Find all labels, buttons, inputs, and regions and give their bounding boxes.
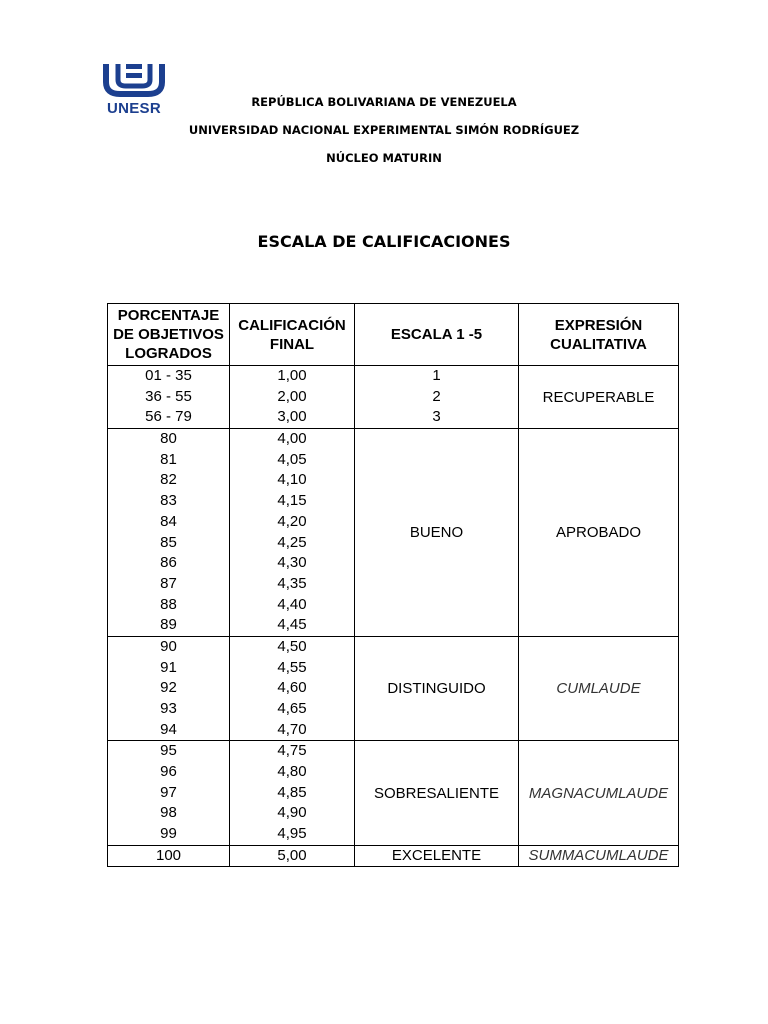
- final-grade-cell-value: 4,60: [277, 679, 307, 697]
- column-header-percentage: PORCENTAJE DE OBJETIVOS LOGRADOS: [108, 304, 230, 366]
- column-header-final-grade: CALIFICACIÓN FINAL: [230, 304, 355, 366]
- final-grade-cell-value: 4,20: [277, 512, 307, 530]
- percentage-cell-value: 97: [160, 783, 177, 801]
- percentage-cell-value: 86: [160, 554, 177, 572]
- scale-cell: BUENO: [355, 429, 519, 637]
- percentage-cell-value: 98: [160, 804, 177, 822]
- percentage-cell: [108, 636, 230, 740]
- unesr-logo: [96, 58, 172, 122]
- final-grade-cell-value: 4,75: [277, 742, 307, 760]
- final-grade-cell-value: 3,00: [277, 408, 307, 426]
- final-grade-cell: [230, 429, 355, 637]
- grading-scale-table: [107, 303, 679, 867]
- scale-cell: [355, 366, 519, 429]
- final-grade-cell: [230, 366, 355, 429]
- percentage-cell-value: 36 - 55: [145, 387, 192, 405]
- percentage-cell-value: 82: [160, 471, 177, 489]
- scale-cell: SOBRESALIENTE: [355, 741, 519, 845]
- final-grade-cell-value: 4,90: [277, 804, 307, 822]
- final-grade-cell-value: 4,50: [277, 637, 307, 655]
- percentage-cell-value: 01 - 35: [145, 367, 192, 384]
- percentage-cell-value: 95: [160, 742, 177, 760]
- column-header-scale: ESCALA 1 -5: [355, 304, 519, 366]
- percentage-cell: [108, 366, 230, 429]
- percentage-cell-value: 99: [160, 825, 177, 843]
- percentage-cell: 100: [108, 845, 230, 866]
- final-grade-cell-value: 2,00: [277, 387, 307, 405]
- percentage-cell: [108, 741, 230, 845]
- final-grade-cell-value: 4,05: [277, 450, 307, 468]
- percentage-cell-value: 90: [160, 637, 177, 655]
- scale-cell-value: 2: [432, 387, 441, 405]
- final-grade-cell: [230, 741, 355, 845]
- final-grade-cell-value: 4,55: [277, 658, 307, 676]
- header-campus: NÚCLEO MATURIN: [326, 151, 442, 165]
- scale-cell: EXCELENTE: [355, 845, 519, 866]
- percentage-cell-value: 87: [160, 574, 177, 592]
- percentage-cell-value: 85: [160, 533, 177, 551]
- final-grade-cell-value: 4,10: [277, 471, 307, 489]
- table-row: [108, 636, 679, 740]
- final-grade-cell-value: 4,25: [277, 533, 307, 551]
- scale-cell: DISTINGUIDO: [355, 636, 519, 740]
- percentage-cell-value: 96: [160, 763, 177, 781]
- qualitative-cell: APROBADO: [519, 429, 679, 637]
- scale-cell-value: 1: [432, 367, 441, 384]
- final-grade-cell-value: 4,45: [277, 616, 307, 634]
- percentage-cell-value: 81: [160, 450, 177, 468]
- final-grade-cell-value: 4,85: [277, 783, 307, 801]
- scale-cell-value: 3: [432, 408, 441, 426]
- final-grade-cell-value: 4,95: [277, 825, 307, 843]
- final-grade-cell-value: 4,40: [277, 595, 307, 613]
- header-university: UNIVERSIDAD NACIONAL EXPERIMENTAL SIMÓN RODRÍGUEZ: [188, 123, 580, 137]
- final-grade-cell-value: 1,00: [277, 367, 307, 384]
- table-header-row: [108, 304, 679, 366]
- percentage-cell-value: 94: [160, 720, 177, 738]
- final-grade-cell-value: 4,00: [277, 430, 307, 448]
- final-grade-cell-value: 4,35: [277, 574, 307, 592]
- qualitative-cell: CUMLAUDE: [519, 636, 679, 740]
- percentage-cell-value: 56 - 79: [145, 408, 192, 426]
- percentage-cell: [108, 429, 230, 637]
- table-row: [108, 845, 679, 866]
- column-header-qualitative: EXPRESIÓN CUALITATIVA: [519, 304, 679, 366]
- percentage-cell-value: 92: [160, 679, 177, 697]
- percentage-cell-value: 84: [160, 512, 177, 530]
- table-row: [108, 741, 679, 845]
- percentage-cell-value: 88: [160, 595, 177, 613]
- percentage-cell-value: 89: [160, 616, 177, 634]
- final-grade-cell-value: 4,30: [277, 554, 307, 572]
- percentage-cell-value: 83: [160, 492, 177, 510]
- final-grade-cell-value: 4,65: [277, 700, 307, 717]
- page-title: ESCALA DE CALIFICACIONES: [257, 232, 511, 251]
- table-row: [108, 366, 679, 429]
- final-grade-cell-value: 4,80: [277, 763, 307, 781]
- final-grade-cell: 5,00: [230, 845, 355, 866]
- table-row: [108, 429, 679, 637]
- qualitative-cell: MAGNACUMLAUDE: [519, 741, 679, 845]
- table-body: [108, 366, 679, 867]
- logo-text: UNESR: [106, 100, 161, 117]
- final-grade-cell-value: 4,70: [277, 720, 307, 738]
- final-grade-cell: [230, 636, 355, 740]
- header-country: REPÚBLICA BOLIVARIANA DE VENEZUELA: [251, 95, 517, 109]
- qualitative-cell: SUMMACUMLAUDE: [519, 845, 679, 866]
- qualitative-cell: RECUPERABLE: [519, 366, 679, 429]
- percentage-cell-value: 80: [160, 430, 177, 448]
- percentage-cell-value: 91: [160, 658, 177, 676]
- percentage-cell-value: 93: [160, 700, 177, 717]
- final-grade-cell-value: 4,15: [277, 492, 307, 510]
